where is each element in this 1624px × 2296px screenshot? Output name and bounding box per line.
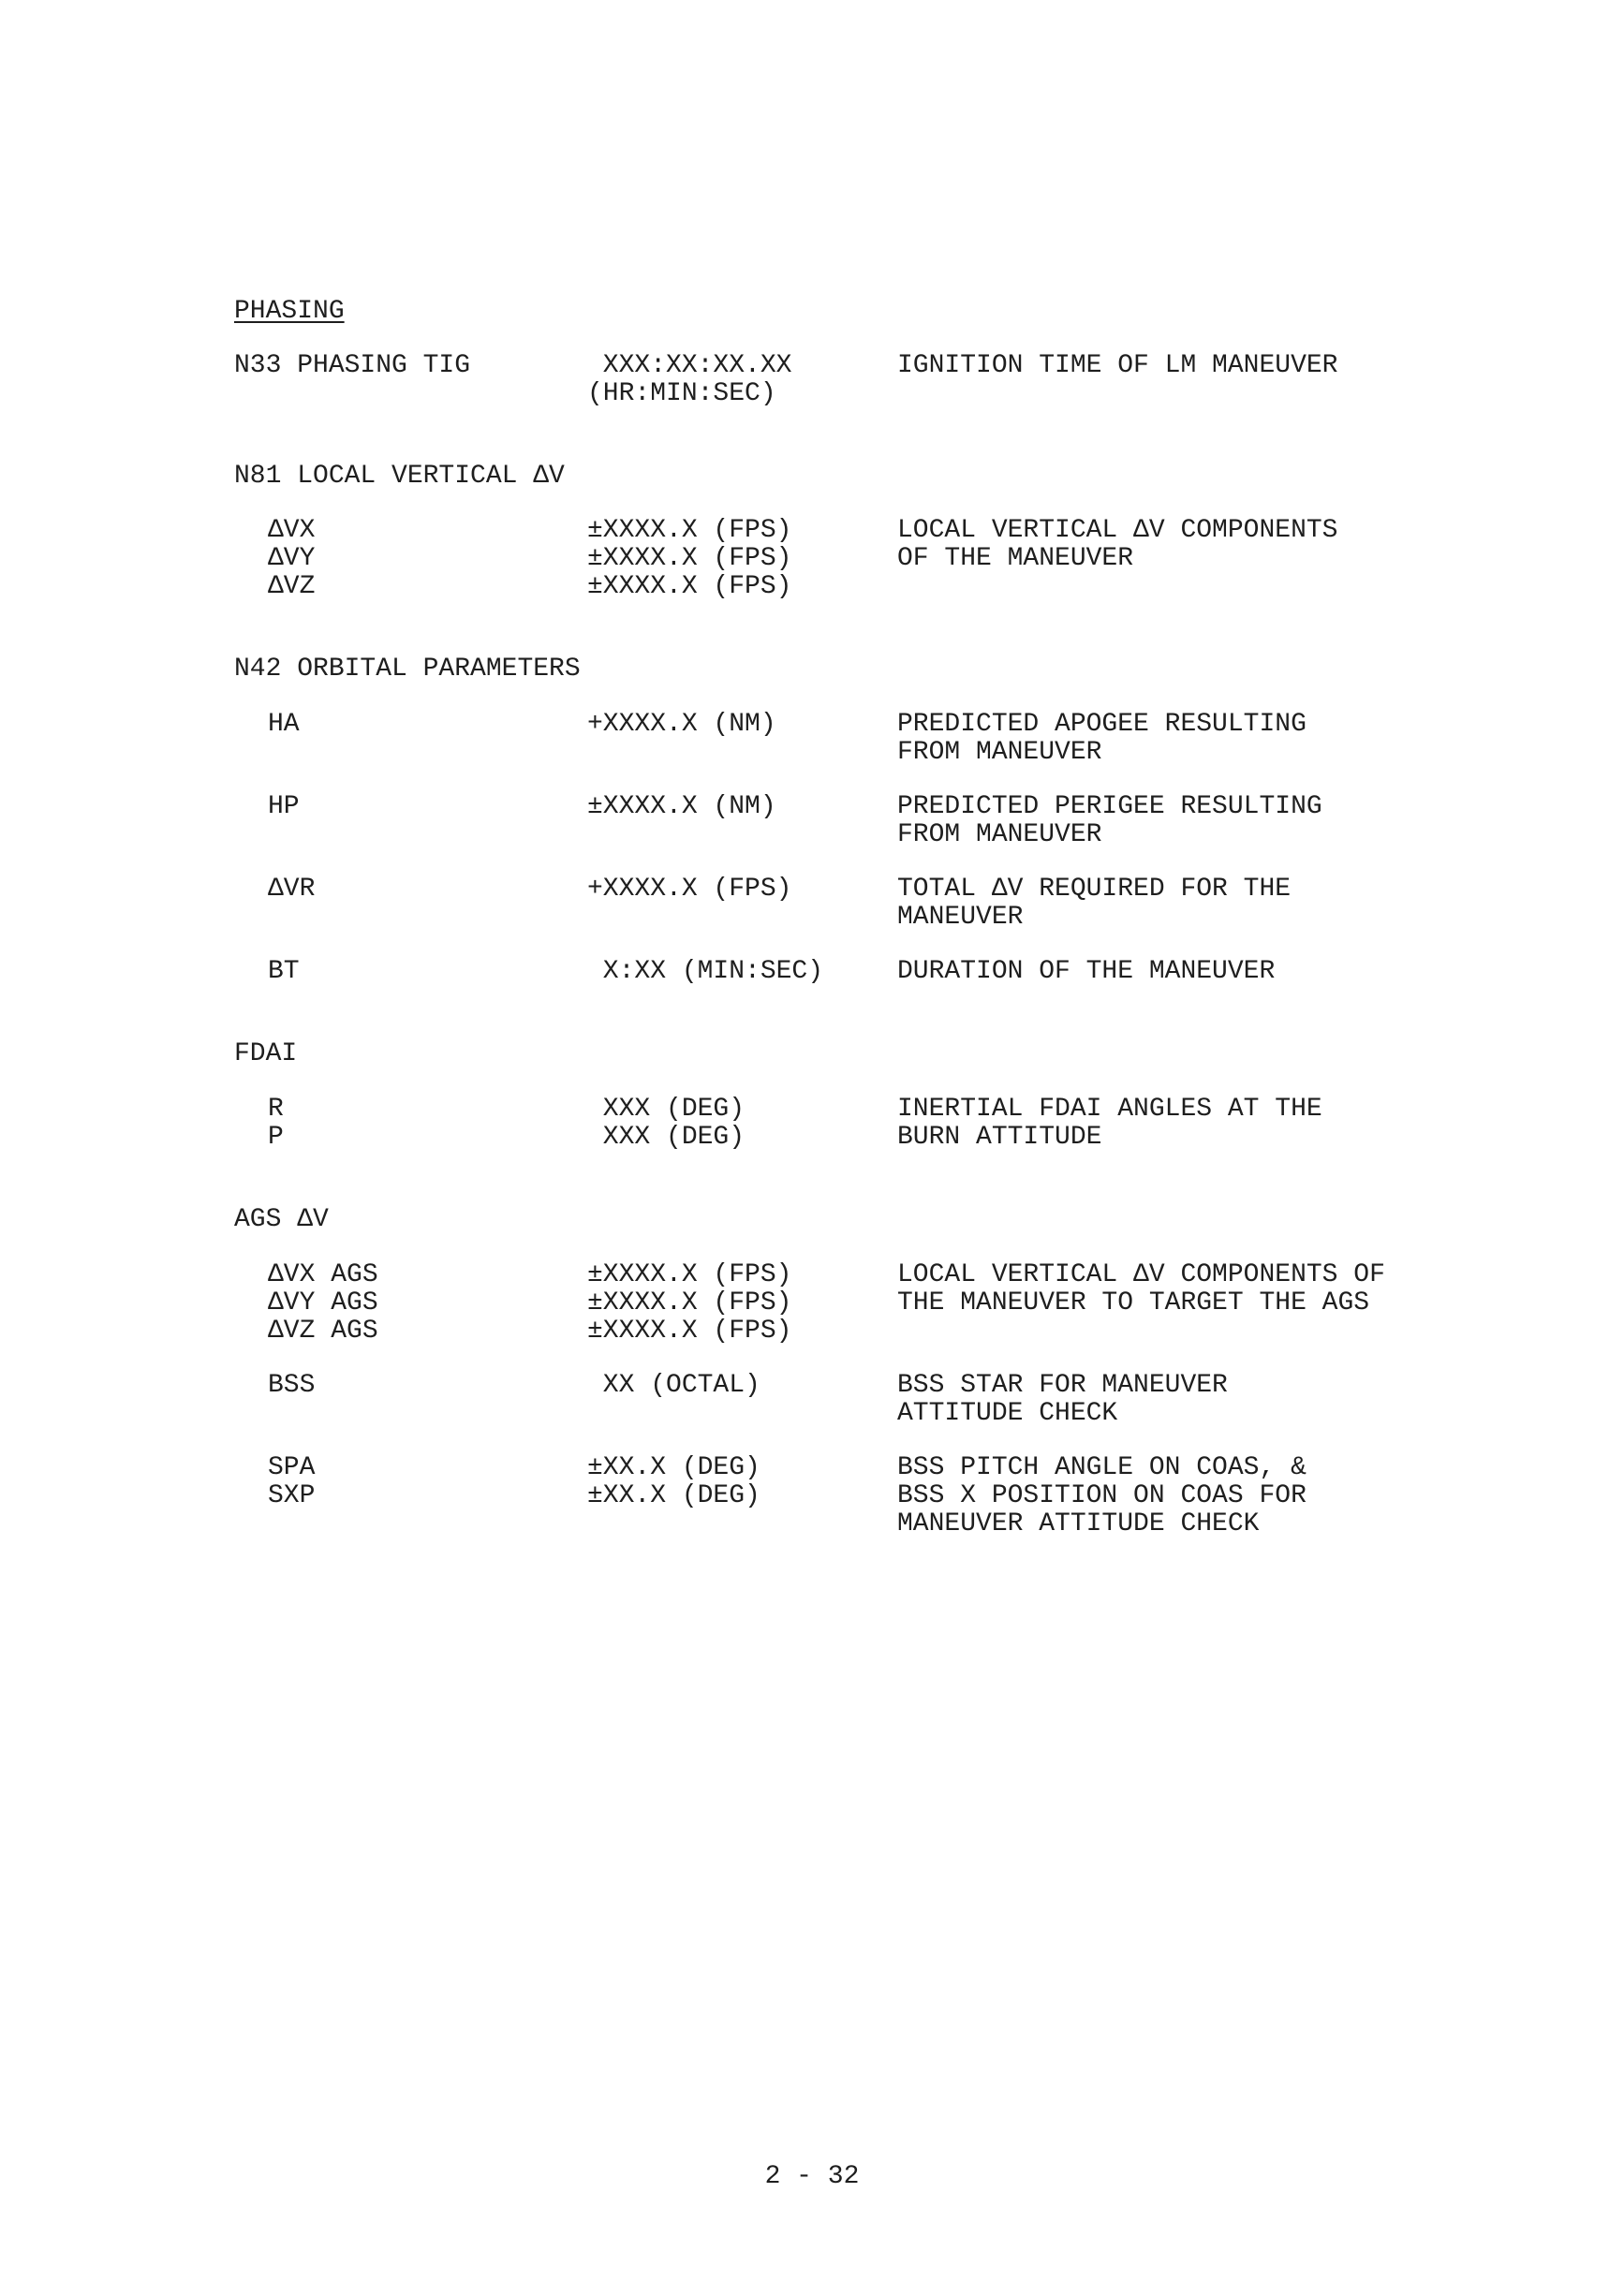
n81-row-label: ΔVZ xyxy=(268,572,316,601)
fdai-row-label: P xyxy=(268,1123,284,1152)
n33-value-units: (HR:MIN:SEC) xyxy=(587,379,776,408)
n42-heading: N42 ORBITAL PARAMETERS xyxy=(234,655,581,684)
n42-row-description: PREDICTED APOGEE RESULTING xyxy=(897,710,1307,739)
n81-row-label: ΔVX xyxy=(268,516,316,545)
n81-row-value: ±XXXX.X (FPS) xyxy=(587,572,792,601)
fdai-row-description: INERTIAL FDAI ANGLES AT THE xyxy=(897,1095,1322,1124)
ags-row-label: ΔVY AGS xyxy=(268,1288,378,1317)
n33-value: XXX:XX:XX.XX xyxy=(587,351,792,380)
fdai-row-value: XXX (DEG) xyxy=(587,1095,746,1124)
n42-row-label: HA xyxy=(268,710,300,739)
ags-row-label: ΔVX AGS xyxy=(268,1260,378,1289)
n42-row-description: PREDICTED PERIGEE RESULTING xyxy=(897,792,1322,821)
n42-row-value: +XXXX.X (NM) xyxy=(587,710,776,739)
n42-row-label: BT xyxy=(268,957,300,986)
n81-row-description: OF THE MANEUVER xyxy=(897,544,1134,573)
n42-row-label: HP xyxy=(268,792,300,821)
bss-value: XX (OCTAL) xyxy=(587,1371,760,1400)
ags-row-label: ΔVZ AGS xyxy=(268,1317,378,1346)
sxp-label: SXP xyxy=(268,1481,316,1510)
n42-row-description-cont: FROM MANEUVER xyxy=(897,738,1102,767)
fdai-heading: FDAI xyxy=(234,1039,298,1068)
fdai-row-description: BURN ATTITUDE xyxy=(897,1123,1102,1152)
fdai-row-value: XXX (DEG) xyxy=(587,1123,746,1152)
ags-row-description: THE MANEUVER TO TARGET THE AGS xyxy=(897,1288,1370,1317)
ags-row-value: ±XXXX.X (FPS) xyxy=(587,1317,792,1346)
n81-row-description: LOCAL VERTICAL ΔV COMPONENTS xyxy=(897,516,1338,545)
n42-row-description: TOTAL ΔV REQUIRED FOR THE xyxy=(897,875,1292,904)
bss-label: BSS xyxy=(268,1371,316,1400)
bss-description-cont: ATTITUDE CHECK xyxy=(897,1399,1118,1428)
sxp-value: ±XX.X (DEG) xyxy=(587,1481,760,1510)
spa-value: ±XX.X (DEG) xyxy=(587,1453,760,1482)
n42-row-label: ΔVR xyxy=(268,875,316,904)
ags-row-description: LOCAL VERTICAL ΔV COMPONENTS OF xyxy=(897,1260,1385,1289)
ags-heading: AGS ΔV xyxy=(234,1205,329,1234)
n42-row-value: +XXXX.X (FPS) xyxy=(587,875,792,904)
n33-description: IGNITION TIME OF LM MANEUVER xyxy=(897,351,1338,380)
spa-label: SPA xyxy=(268,1453,316,1482)
n81-heading: N81 LOCAL VERTICAL ΔV xyxy=(234,462,565,491)
spa-description: BSS PITCH ANGLE ON COAS, & xyxy=(897,1453,1307,1482)
page-number: 2 - 32 xyxy=(764,2162,860,2191)
fdai-row-label: R xyxy=(268,1095,284,1124)
n81-row-value: ±XXXX.X (FPS) xyxy=(587,544,792,573)
n81-row-value: ±XXXX.X (FPS) xyxy=(587,516,792,545)
sxp-description: BSS X POSITION ON COAS FOR xyxy=(897,1481,1307,1510)
n81-row-label: ΔVY xyxy=(268,544,316,573)
bss-description: BSS STAR FOR MANEUVER xyxy=(897,1371,1228,1400)
n42-row-description: DURATION OF THE MANEUVER xyxy=(897,957,1276,986)
section-title: PHASING xyxy=(234,297,345,326)
n42-row-value: ±XXXX.X (NM) xyxy=(587,792,776,821)
n42-row-description-cont: FROM MANEUVER xyxy=(897,820,1102,849)
n33-label: N33 PHASING TIG xyxy=(234,351,471,380)
sxp-description-cont: MANEUVER ATTITUDE CHECK xyxy=(897,1509,1260,1538)
ags-row-value: ±XXXX.X (FPS) xyxy=(587,1288,792,1317)
ags-row-value: ±XXXX.X (FPS) xyxy=(587,1260,792,1289)
n42-row-description-cont: MANEUVER xyxy=(897,903,1024,932)
n42-row-value: X:XX (MIN:SEC) xyxy=(587,957,824,986)
